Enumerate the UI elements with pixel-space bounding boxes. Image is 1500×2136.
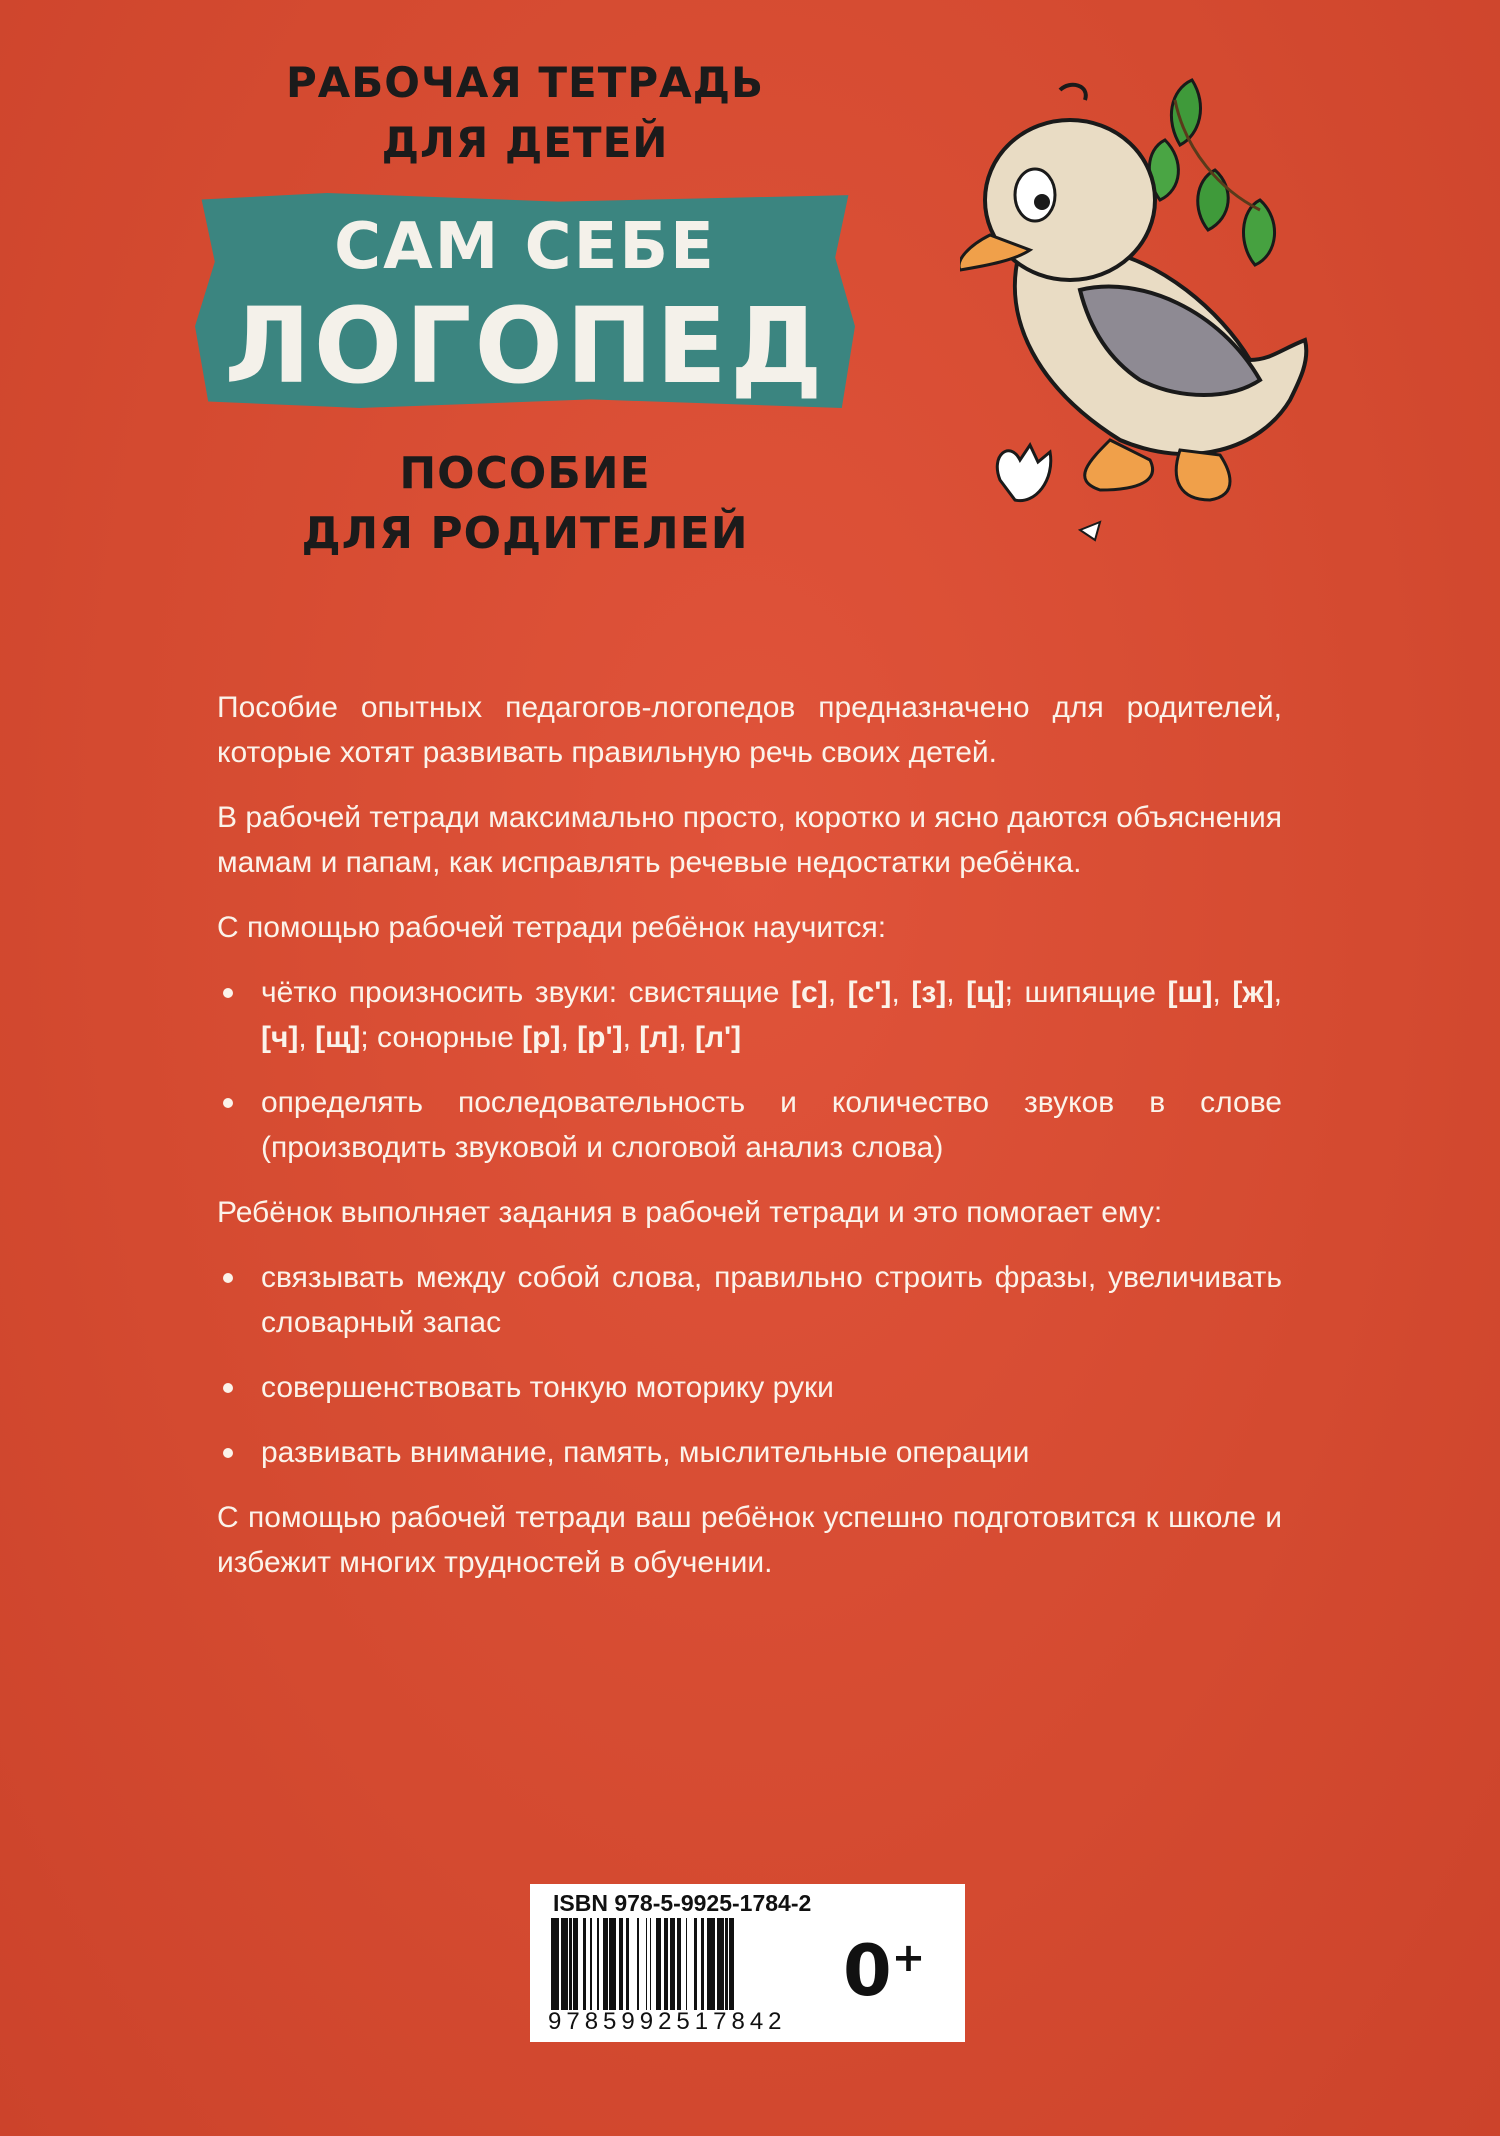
separator: , <box>298 1021 316 1054</box>
separator: , <box>1212 976 1233 1009</box>
sound-label: [ц] <box>966 976 1005 1009</box>
item-text: определять последовательность и количество звуков в слове (производить звуковой и слоговой анализ слова) <box>261 1086 1282 1164</box>
barcode-bar <box>573 1918 576 2010</box>
sound-label: [с] <box>791 976 828 1009</box>
barcode-bar <box>670 1918 673 2010</box>
barcode-bar <box>551 1918 554 2010</box>
barcode-icon <box>550 1918 830 2010</box>
sound-label: [щ] <box>315 1021 361 1054</box>
barcode-bar <box>605 1918 606 2010</box>
age-rating-badge <box>843 1930 925 2012</box>
barcode-bar <box>569 1918 571 2010</box>
barcode-bar <box>597 1918 599 2010</box>
list-item <box>217 1365 1282 1410</box>
separator: , <box>678 1021 695 1054</box>
description-paragraph: С помощью рабочей тетради ребёнок научится: <box>217 911 887 944</box>
skills-list <box>217 970 1282 1170</box>
barcode-bar <box>710 1918 712 2010</box>
sound-label: [ж] <box>1232 976 1274 1009</box>
separator: , <box>560 1021 578 1054</box>
barcode-bar <box>666 1918 668 2010</box>
barcode-panel <box>530 1884 965 2042</box>
barcode-bar <box>626 1918 628 2010</box>
sound-label: [з] <box>911 976 947 1009</box>
barcode-bar <box>729 1918 732 2010</box>
description-paragraph: С помощью рабочей тетради ваш ребёнок успешно подготовится к школе и избежит многих трудностей в обучении. <box>217 1501 1282 1579</box>
barcode-bar <box>732 1918 734 2010</box>
barcode-bar <box>723 1918 724 2010</box>
barcode-bar <box>720 1918 723 2010</box>
barcode-bar <box>656 1918 657 2010</box>
barcode-bar <box>657 1918 660 2010</box>
sound-label: [л] <box>639 1021 679 1054</box>
sound-label: [л'] <box>694 1021 742 1054</box>
list-item <box>217 1255 1282 1345</box>
sound-label: [с'] <box>847 976 892 1009</box>
barcode-bar <box>694 1918 697 2010</box>
bullet-icon <box>223 1273 233 1283</box>
duckling-body <box>960 85 1306 500</box>
item-text: совершенствовать тонкую моторику руки <box>261 1371 834 1404</box>
banner-line-1: САМ СЕБЕ <box>334 210 716 284</box>
separator: , <box>622 1021 640 1054</box>
barcode-bar <box>603 1918 605 2010</box>
barcode-bar <box>576 1918 578 2010</box>
description-paragraph: Пособие опытных педагогов-логопедов предназначено для родителей, которые хотят развивать правильную речь своих детей. <box>217 691 1282 769</box>
item-text: развивать внимание, память, мыслительные операции <box>261 1436 1030 1469</box>
barcode-bar <box>637 1918 639 2010</box>
description-paragraph: Ребёнок выполняет задания в рабочей тетради и это помогает ему: <box>217 1196 1163 1229</box>
barcode-bar <box>665 1918 666 2010</box>
barcode-bar <box>727 1918 728 2010</box>
item-text: связывать между собой слова, правильно строить фразы, увеличивать словарный запас <box>261 1261 1282 1339</box>
barcode-bar <box>650 1918 651 2010</box>
sound-label: [ч] <box>261 1021 299 1054</box>
item-text: ; сонорные <box>360 1021 523 1054</box>
barcode-bar <box>561 1918 564 2010</box>
barcode-bar <box>564 1918 567 2010</box>
barcode-bar <box>701 1918 704 2010</box>
barcode-bar <box>571 1918 572 2010</box>
duckling-icon <box>960 60 1360 560</box>
barcode-bar <box>620 1918 623 2010</box>
sound-label: [ш] <box>1167 976 1213 1009</box>
description-block <box>217 685 1282 1605</box>
age-number: 0 <box>843 1930 892 2012</box>
bullet-icon <box>223 988 233 998</box>
benefits-list <box>217 1255 1282 1475</box>
subtitle-line-2: ДЛЯ РОДИТЕЛЕЙ <box>301 508 749 559</box>
age-plus: + <box>891 1935 926 1981</box>
barcode-bar <box>583 1918 586 2010</box>
barcode-bar <box>619 1918 620 2010</box>
barcode-bar <box>556 1918 559 2010</box>
barcode-bar <box>590 1918 592 2010</box>
barcode-bar <box>664 1918 665 2010</box>
separator: , <box>946 976 967 1009</box>
title-line-2: ДЛЯ ДЕТЕЙ <box>381 118 669 167</box>
barcode-bar <box>678 1918 681 2010</box>
separator: , <box>1273 976 1283 1009</box>
barcode-bar <box>646 1918 647 2010</box>
barcode-bar <box>611 1918 613 2010</box>
list-item <box>217 1430 1282 1475</box>
sound-label: [р] <box>522 1021 561 1054</box>
barcode-bar <box>613 1918 616 2010</box>
description-paragraph: В рабочей тетради максимально просто, коротко и ясно даются объяснения мамам и папам, как исправлять речевые недостатки ребёнка. <box>217 801 1282 879</box>
separator: , <box>827 976 848 1009</box>
barcode-digits: 9785992517842 <box>548 2008 787 2035</box>
barcode-bar <box>686 1918 687 2010</box>
isbn-label: ISBN 978-5-9925-1784-2 <box>553 1890 812 1916</box>
barcode-bar <box>725 1918 727 2010</box>
barcode-bar <box>609 1918 611 2010</box>
banner-line-2: ЛОГОПЕД <box>224 285 826 407</box>
barcode-bar <box>673 1918 675 2010</box>
title-line-1: РАБОЧАЯ ТЕТРАДЬ <box>285 58 765 107</box>
bullet-icon <box>223 1448 233 1458</box>
item-text: чётко произносить звуки: свистящие <box>261 976 792 1009</box>
list-item <box>217 970 1282 1060</box>
barcode-bar <box>717 1918 720 2010</box>
barcode-bar <box>660 1918 661 2010</box>
barcode-bar <box>677 1918 678 2010</box>
sound-label: [р'] <box>577 1021 623 1054</box>
barcode-bar <box>554 1918 556 2010</box>
item-text: ; шипящие <box>1004 976 1168 1009</box>
barcode-bar <box>606 1918 608 2010</box>
barcode-bar <box>712 1918 715 2010</box>
list-item <box>217 1080 1282 1170</box>
bullet-icon <box>223 1098 233 1108</box>
birch-leaves-icon <box>1149 80 1274 265</box>
bullet-icon <box>223 1383 233 1393</box>
separator: , <box>891 976 912 1009</box>
eggshell-icon <box>997 445 1100 540</box>
barcode-bar <box>567 1918 568 2010</box>
barcode-bar <box>707 1918 710 2010</box>
subtitle-line-1: ПОСОБИЕ <box>399 448 651 499</box>
barcode-bar <box>628 1918 629 2010</box>
